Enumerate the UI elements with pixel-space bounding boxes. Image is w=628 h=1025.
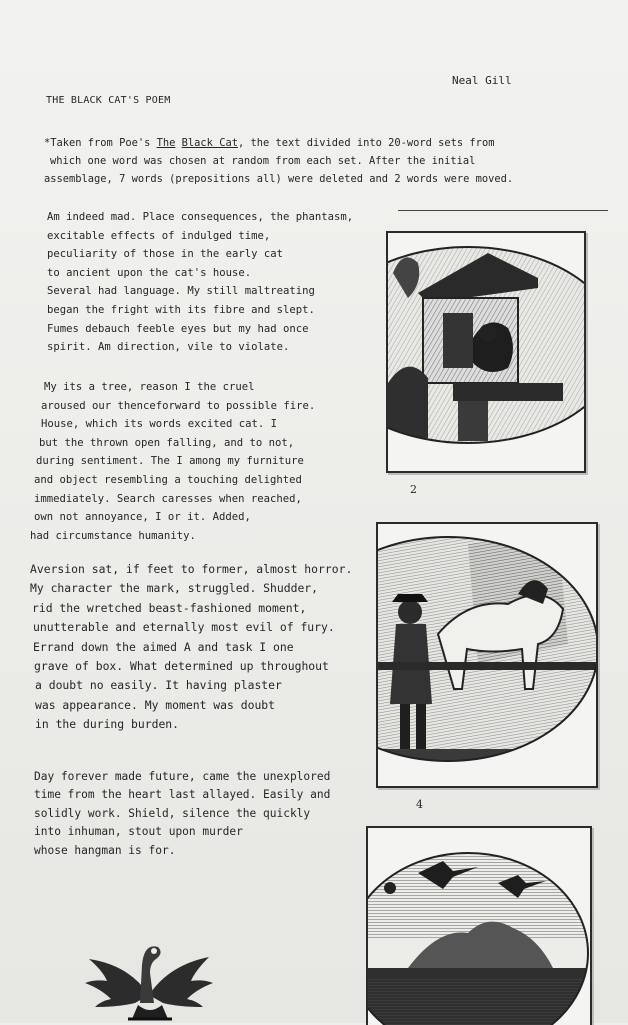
intro-note xyxy=(44,134,564,188)
stanza-4 xyxy=(34,768,330,860)
poem-line: Errand down the aimed A and task I one xyxy=(33,639,294,654)
stanza-2 xyxy=(30,378,316,545)
poem-line: whose hangman is for. xyxy=(34,843,176,857)
page-number: 4 xyxy=(416,798,423,811)
intro-line xyxy=(44,134,564,152)
poem-line: House, which its words excited cat. I xyxy=(41,418,277,431)
poem-line: into inhuman, stout upon murder xyxy=(34,825,243,839)
stanza-1 xyxy=(47,208,353,357)
source-title-word: The xyxy=(156,137,176,149)
poem-line: was appearance. My moment was doubt xyxy=(35,697,276,712)
poem-line: had circumstance humanity. xyxy=(30,529,196,542)
intro-line: which one word was chosen at random from each set. After the initial xyxy=(50,155,476,167)
intro-line: assemblage, 7 words (prepositions all) were deleted and 2 words were moved. xyxy=(44,173,514,185)
eagle-emblem-icon xyxy=(78,935,220,1023)
divider-rule xyxy=(398,210,608,211)
poem-line: to ancient upon the cat's house. xyxy=(47,266,252,279)
source-title: Black Cat xyxy=(181,137,238,149)
poem-line: Day forever made future, came the unexplored xyxy=(34,770,331,783)
poem-line: during sentiment. The I among my furniture xyxy=(36,455,304,468)
poem-line: aroused our thenceforward to possible fire. xyxy=(41,399,316,412)
poem-line: peculiarity of those in the early cat xyxy=(47,248,283,261)
poem-title: THE BLACK CAT'S POEM xyxy=(46,95,171,106)
woodcut-illustration-3 xyxy=(366,826,592,1025)
poem-line: Several had language. My still maltreating xyxy=(47,285,315,298)
poem-line: Am indeed mad. Place consequences, the phantasm, xyxy=(47,211,354,223)
poem-line: but the thrown open falling, and to not, xyxy=(39,436,295,449)
poem-line: unutterable and eternally most evil of fury. xyxy=(33,620,335,635)
woodcut-illustration-1 xyxy=(386,231,586,473)
stanza-3 xyxy=(30,560,352,735)
woodcut-illustration-2 xyxy=(376,522,598,788)
poem-line: rid the wretched beast-fashioned moment, xyxy=(32,600,307,615)
intro-text: , the text divided into 20-word sets from xyxy=(237,137,495,149)
poem-line: spirit. Am direction, vile to violate. xyxy=(47,341,290,354)
poem-line: a doubt no easily. It having plaster xyxy=(35,678,282,693)
poem-line: began the fright with its fibre and slept. xyxy=(47,303,315,316)
poem-line: Fumes debauch feeble eyes but my had once xyxy=(47,322,309,335)
poem-line: My character the mark, struggled. Shudder, xyxy=(30,581,319,596)
poem-line: Aversion sat, if feet to former, almost horror. xyxy=(30,562,353,576)
poem-line: excitable effects of indulged time, xyxy=(47,229,271,242)
poem-line: in the during burden. xyxy=(35,717,180,732)
poem-line: My its a tree, reason I the cruel xyxy=(44,381,255,393)
poem-line: own not annoyance, I or it. Added, xyxy=(34,511,251,524)
poem-line: immediately. Search caresses when reached, xyxy=(34,492,302,505)
intro-text: *Taken from Poe's xyxy=(44,137,157,149)
poem-line: time from the heart last allayed. Easily and xyxy=(34,788,331,802)
poem-line: grave of box. What determined up throughout xyxy=(34,659,329,674)
poem-line: and object resembling a touching delighted xyxy=(34,473,302,486)
page-number: 2 xyxy=(410,483,417,496)
author-name: Neal Gill xyxy=(452,74,512,87)
poem-line: solidly work. Shield, silence the quickly xyxy=(34,806,311,820)
